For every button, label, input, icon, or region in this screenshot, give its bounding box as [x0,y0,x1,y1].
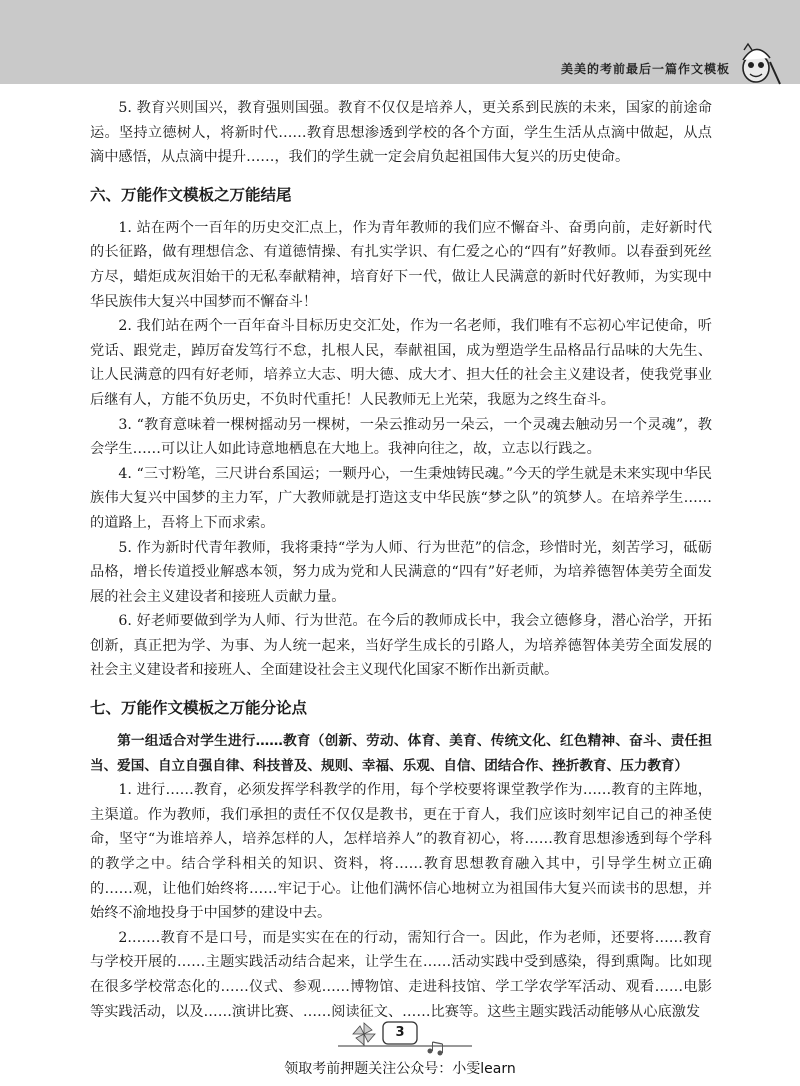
ending-paragraph-5: 5. 作为新时代青年教师，我将秉持“学为人师、行为世范”的信念，珍惜时光，刻苦学习，砥砺品格，增长传道授业解惑本领，努力成为党和人民满意的“四有”好老师，为培养德智体美劳全面发展的社会主义建设者和接班人贡献力量。 [90,539,712,605]
intro-paragraph: 5. 教育兴则国兴，教育强则国强。教育不仅仅是培养人，更关系到民族的未来，国家的前途命运。坚持立德树人，将新时代……教育思想渗透到学校的各个方面，学生生活从点滴中做起，从点滴中感悟，从点滴中提升……，我们的学生就一定会肩负起祖国伟大复兴的历史使命。 [90,100,712,166]
ending-paragraph-3: 3. “教育意味着一棵树摇动另一棵树，一朵云推动另一朵云，一个灵魂去触动另一个灵魂”，教会学生……可以让人如此诗意地栖息在大地上。我神向往之，故，立志以行践之。 [90,416,712,458]
page-body [90,96,712,1024]
cartoon-mascot-icon [734,38,782,88]
header-title: 美美的考前最后一篇作文模板 [560,62,730,76]
page-number: 3 [395,1025,405,1040]
section-seven-title: 七、万能作文模板之万能分论点 [90,699,308,718]
argument-paragraph-2: 2.……教育不是口号，而是实实在在的行动，需知行合一。因此，作为老师，还要将……教育与学校开展的……主题实践活动结合起来，让学生在……活动实践中受到感染，得到熏陶。比如现在很多学校常态化的……仪式、参观……博物馆、走进科技馆、学工学农学军活动、观看……电影等实践活动，以及……演讲比赛、……阅读征文、……比赛等。这些主题实践活动能够从心底激发 [90,929,712,1020]
ending-paragraph-1: 1. 站在两个一百年的历史交汇点上，作为青年教师的我们应不懈奋斗、奋勇向前，走好新时代的长征路，做有理想信念、有道德情操、有扎实学识、有仁爱之心的“四有”好教师。以春蚕到死丝方尽，蜡炬成灰泪始干的无私奉献精神，培育好下一代，做让人民满意的新时代好教师，为实现中华民族伟大复兴中国梦而不懈奋斗！ [90,219,712,310]
ending-paragraph-4: 4. “三寸粉笔，三尺讲台系国运；一颗丹心，一生秉烛铸民魂。”今天的学生就是未来实现中华民族伟大复兴中国梦的主力军，广大教师就是打造这支中华民族“梦之队”的筑梦人。在培养学生……的道路上，吾将上下而求索。 [90,465,712,531]
page-footer [0,1018,800,1086]
ending-paragraph-2: 2. 我们站在两个一百年奋斗目标历史交汇处，作为一名老师，我们唯有不忘初心牢记使命，听党话、跟党走，踔厉奋发笃行不怠，扎根人民，奉献祖国，成为塑造学生品格品行品味的大先生、让人民满意的四有好老师，培养立大志、明大德、成大才、担大任的社会主义建设者，使我党事业后继有人，方能不负历史，不负时代重托！人民教师无上光荣，我愿为之终生奋斗。 [90,318,712,408]
ending-paragraph-6: 6. 好老师要做到学为人师、行为世范。在今后的教师成长中，我会立德修身，潜心治学，开拓创新，真正把为学、为事、为人统一起来，当好学生成长的引路人，为培养德智体美劳全面发展的社会主义建设者和接班人、全面建设社会主义现代化国家不断作出新贡献。 [90,613,712,679]
argument-paragraph-1: 1. 进行……教育，必须发挥学科教学的作用，每个学校要将课堂教学作为……教育的主阵地，主渠道。作为教师，我们承担的责任不仅仅是教书，更在于育人，我们应该时刻牢记自己的神圣使命，坚守“为谁培养人，培养怎样的人，怎样培养人”的教育初心，将……教育思想渗透到每个学科的教学之中。结合学科相关的知识、资料，将……教育思想教育融入其中，引导学生树立正确的……观，让他们始终将……牢记于心。让他们满怀信心地树立为祖国伟大复兴而读书的思想，并始终不渝地投身于中国梦的建设中去。 [90,782,712,922]
group-one-heading: 第一组适合对学生进行……教育（创新、劳动、体育、美育、传统文化、红色精神、奋斗、责任担当、爱国、自立自强自律、科技普及、规则、幸福、乐观、自信、团结合作、挫折教育、压力教育） [90,733,712,774]
section-six-title: 六、万能作文模板之万能结尾 [90,185,292,204]
footer-note: 领取考前押题关注公众号：小雯learn [284,1061,516,1077]
